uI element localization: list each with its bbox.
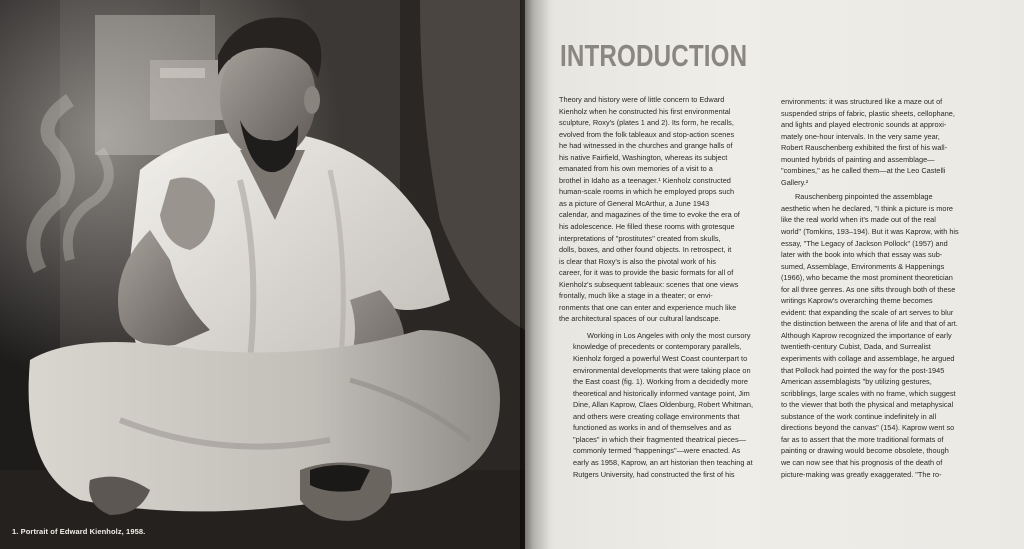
text-line: Although Kaprow recognized the importance of early <box>781 330 952 340</box>
text-line: commonly termed "happenings"—were enacted. As <box>573 446 741 456</box>
paragraph <box>781 191 977 480</box>
text-line: the distinction between the arena of life and that of art. <box>781 319 958 329</box>
text-line: we can now see that his prognosis of the death of <box>781 457 943 467</box>
text-line: frontally, much like a stage in a theater; or envi- <box>559 291 713 301</box>
text-line: scribblings, large scales with no frame, which suggest <box>781 388 956 398</box>
paragraph <box>781 96 977 188</box>
text-line: as a picture of General McArthur, a June 1943 <box>559 198 710 208</box>
text-line: writings Kaprow's overarching theme becomes <box>781 296 933 306</box>
text-line: the architectural spaces of our cultural landscape. <box>559 314 721 324</box>
text-line: career, for it was to provide the basic formats for all of <box>559 268 734 278</box>
text-line: aesthetic when he declared, "I think a picture is more <box>781 203 954 213</box>
text-line: human-scale rooms in which he employed props such <box>559 187 735 197</box>
text-line: substance of the work continue indefinitely in all <box>781 411 937 421</box>
paragraph <box>559 330 755 480</box>
text-line: Kienholz when he constructed his first environmental <box>559 106 731 116</box>
text-line: evident: that expanding the scale of art serves to blur <box>781 307 954 317</box>
text-line: the East coast (fig. 1). Working from a decidedly more <box>573 377 748 387</box>
text-line: directions beyond the canvas" (154). Kaprow went so <box>781 423 955 433</box>
text-page <box>525 0 1024 549</box>
text-line: far as to assert that the more traditional formats of <box>781 434 944 444</box>
text-line: Gallery.² <box>781 177 809 187</box>
text-line: Dine, Allan Kaprow, Claes Oldenburg, Robert Whitman, <box>573 400 754 410</box>
text-line: is clear that Roxy's is also the pivotal work of his <box>559 256 716 266</box>
text-line: mounted hybrids of painting and assemblage— <box>781 154 935 164</box>
text-line: later with the book into which that essay was sub- <box>781 250 943 260</box>
text-line: emanated from his own memories of a visit to a <box>559 164 713 174</box>
text-line: Robert Rauschenberg exhibited the first of his wall- <box>781 143 948 153</box>
text-line: interpretations of "prostitutes" created from skulls, <box>559 233 721 243</box>
text-line: Working in Los Angeles with only the most cursory <box>587 330 751 340</box>
text-line: his adolescence. He filled these rooms with grotesque <box>559 222 735 232</box>
text-line: and others were creating collage environments that <box>573 411 740 421</box>
text-line: early as 1958, Kaprow, an art historian then teaching at <box>573 457 753 467</box>
text-line: "combines," as he called them—at the Leo Castelli <box>781 166 946 176</box>
page-title: INTRODUCTION <box>560 38 748 73</box>
text-line: knowledge of precedents or contemporary parallels, <box>573 342 742 352</box>
text-line: twentieth-century Cubist, Dada, and Surrealist <box>781 342 931 352</box>
text-column-right <box>781 96 977 480</box>
text-line: for all three genres. As one sifts through both of these <box>781 284 956 294</box>
paragraph <box>559 94 755 325</box>
text-line: suspended strips of fabric, plastic sheets, cellophane, <box>781 108 955 118</box>
text-line: world" (Tomkins, 193–194). But it was Kaprow, with his <box>781 227 959 237</box>
text-line: theoretical and historically informed vantage point, Jim <box>573 388 750 398</box>
text-line: environmental developments that were taking place on <box>573 365 751 375</box>
text-line: sumed, Assemblage, Environments & Happenings <box>781 261 945 271</box>
book-gutter <box>520 0 550 549</box>
text-line: he had witnessed in the churches and grange halls of <box>559 141 733 151</box>
text-line: dolls, boxes, and other found objects. In retrospect, it <box>559 245 732 255</box>
text-line: picture-making was greatly exaggerated. "The ro- <box>781 469 942 479</box>
text-line: ronments that one can enter and experience much like <box>559 302 737 312</box>
text-line: his native Fairfield, Washington, whereas its subject <box>559 152 728 162</box>
text-line: American assemblagists "by utilizing gestures, <box>781 377 932 387</box>
text-line: mately one-hour intervals. In the very same year, <box>781 131 940 141</box>
text-line: painting or drawing would become obsolete, though <box>781 446 949 456</box>
text-line: brothel in Idaho as a teenager.¹ Kienholz constructed <box>559 175 731 185</box>
text-line: environments: it was structured like a maze out of <box>781 97 943 106</box>
text-line: Theory and history were of little concern to Edward <box>559 95 725 104</box>
text-line: like the real world when it's made out of the real <box>781 215 936 225</box>
text-column-left <box>559 94 755 480</box>
text-line: experiments with collage and assemblage, he argued <box>781 354 955 364</box>
text-line: sculpture, Roxy's (plates 1 and 2). Its form, he recalls, <box>559 118 734 128</box>
text-line: Rauschenberg pinpointed the assemblage <box>795 192 933 202</box>
text-line: Rutgers University, had constructed the first of his <box>573 469 735 479</box>
text-line: that Pollock had pointed the way for the post-1945 <box>781 365 945 375</box>
text-line: Kienholz's subsequent tableaux: scenes that one views <box>559 279 739 289</box>
text-line: (1966), who became the most prominent theoretician <box>781 273 953 283</box>
text-line: essay, "The Legacy of Jackson Pollock" (1957) and <box>781 238 948 248</box>
text-line: and lights and played electronic sounds at approxi- <box>781 120 947 130</box>
text-line: Kienholz forged a powerful West Coast counterpart to <box>573 354 748 364</box>
photo-caption: 1. Portrait of Edward Kienholz, 1958. <box>12 527 146 536</box>
text-line: functioned as works in and of themselves and as <box>573 423 732 433</box>
text-line: to the viewer that both the physical and metaphysical <box>781 400 954 410</box>
text-line: calendar, and magazines of the time to evoke the era of <box>559 210 740 220</box>
text-line: "places" in which their fragmented theatrical pieces— <box>573 434 746 444</box>
text-line: evolved from the folk tableaux and stop-action scenes <box>559 129 735 139</box>
